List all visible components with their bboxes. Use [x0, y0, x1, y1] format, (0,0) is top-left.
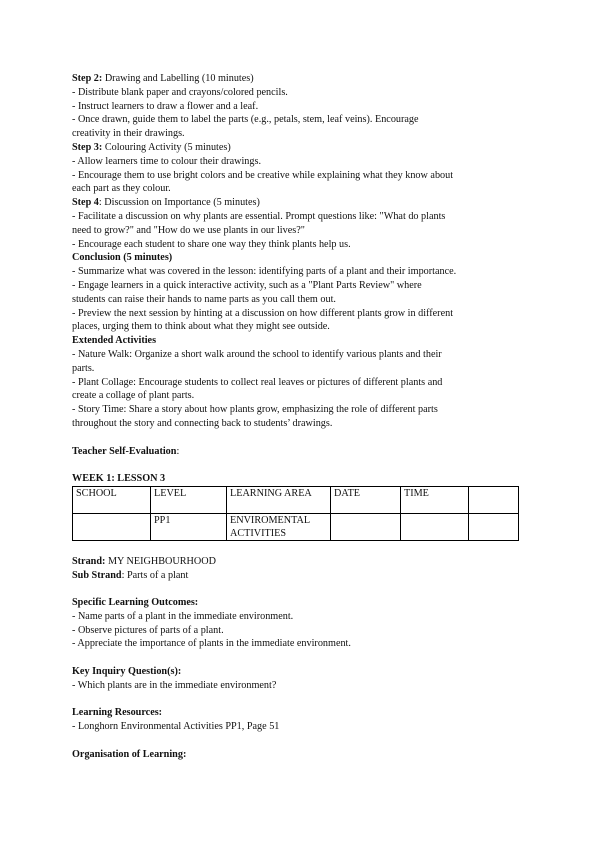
outcome-item: - Name parts of a plant in the immediate environment.: [72, 610, 294, 622]
spacer: [72, 693, 524, 707]
extended-line: throughout the story and connecting back to students’ drawings.: [72, 417, 333, 429]
spacer: [72, 541, 524, 555]
lesson-info-table: [72, 486, 519, 541]
outcomes-heading: Specific Learning Outcomes:: [72, 597, 199, 609]
extended-line: - Plant Collage: Encourage students to collect real leaves or pictures of different plants and: [72, 376, 443, 388]
conclusion-line: - Engage learners in a quick interactive activity, such as a "Plant Parts Review" where: [72, 279, 422, 291]
table-cell-level-value: PP1: [151, 513, 227, 540]
step3-line: - Allow learners time to colour their drawings.: [72, 155, 261, 167]
document-page: [72, 72, 524, 762]
step2-line: - Instruct learners to draw a flower and a leaf.: [72, 100, 259, 112]
table-cell-time: TIME: [401, 486, 469, 513]
conclusion-line: students can raise their hands to name parts as you call them out.: [72, 293, 336, 305]
table-cell-learning-area-value: ENVIROMENTAL ACTIVITIES: [227, 513, 331, 540]
table-cell-level: LEVEL: [151, 486, 227, 513]
conclusion-line: - Summarize what was covered in the lesson: identifying parts of a plant and their importance.: [72, 266, 457, 278]
step4-line: - Facilitate a discussion on why plants are essential. Prompt questions like: "What do plants: [72, 210, 446, 222]
outcome-item: - Observe pictures of parts of a plant.: [72, 624, 224, 636]
step3-line: each part as they colour.: [72, 183, 171, 195]
step4-heading: Step 4: Discussion on Importance (5 minutes): [72, 197, 260, 209]
conclusion-line: places, urging them to think about what they might see outside.: [72, 321, 330, 333]
step4-line: - Encourage each student to share one way they think plants help us.: [72, 238, 351, 250]
step3-heading: Step 3: Colouring Activity (5 minutes): [72, 141, 231, 153]
step2-heading: Step 2: Drawing and Labelling (10 minutes): [72, 73, 254, 84]
week-title: WEEK 1: LESSON 3: [72, 473, 166, 485]
step2-line: - Distribute blank paper and crayons/colored pencils.: [72, 86, 288, 98]
step3-line: - Encourage them to use bright colors and be creative while explaining what they know about: [72, 169, 454, 181]
resources-heading: Learning Resources:: [72, 707, 163, 719]
table-header-row: [73, 486, 519, 513]
conclusion-heading: Conclusion (5 minutes): [72, 252, 173, 264]
spacer: [72, 651, 524, 665]
table-cell-time-value: [401, 513, 469, 540]
table-cell-date-value: [331, 513, 401, 540]
table-cell-date: DATE: [331, 486, 401, 513]
extended-line: create a collage of plant parts.: [72, 390, 195, 402]
spacer: [72, 582, 524, 596]
table-cell-blank: [469, 486, 519, 513]
spacer: [72, 734, 524, 748]
inquiry-item: - Which plants are in the immediate environment?: [72, 679, 277, 691]
step2-line: - Once drawn, guide them to label the parts (e.g., petals, stem, leaf veins). Encourage: [72, 114, 419, 126]
table-row: [73, 513, 519, 540]
inquiry-heading: Key Inquiry Question(s):: [72, 666, 182, 678]
extended-line: - Nature Walk: Organize a short walk around the school to identify various plants and their: [72, 348, 442, 360]
self-evaluation-heading: Teacher Self-Evaluation:: [72, 445, 180, 457]
strand: Strand: MY NEIGHBOURHOOD: [72, 555, 216, 567]
extended-heading: Extended Activities: [72, 335, 157, 347]
extended-line: parts.: [72, 362, 95, 374]
outcome-item: - Appreciate the importance of plants in the immediate environment.: [72, 638, 351, 650]
conclusion-line: - Preview the next session by hinting at a discussion on how different plants grow in different: [72, 307, 454, 319]
step2-line: creativity in their drawings.: [72, 128, 185, 140]
table-cell-school-value: [73, 513, 151, 540]
step4-line: need to grow?" and "How do we use plants in our lives?": [72, 224, 305, 236]
table-cell-school: SCHOOL: [73, 486, 151, 513]
sub-strand: Sub Strand: Parts of a plant: [72, 569, 189, 581]
organisation-heading: Organisation of Learning:: [72, 748, 187, 760]
resource-item: - Longhorn Environmental Activities PP1, Page 51: [72, 721, 280, 733]
spacer: [72, 431, 524, 445]
table-cell-blank-value: [469, 513, 519, 540]
extended-line: - Story Time: Share a story about how plants grow, emphasizing the role of different parts: [72, 404, 438, 416]
spacer: [72, 458, 524, 472]
table-cell-learning-area: LEARNING AREA: [227, 486, 331, 513]
